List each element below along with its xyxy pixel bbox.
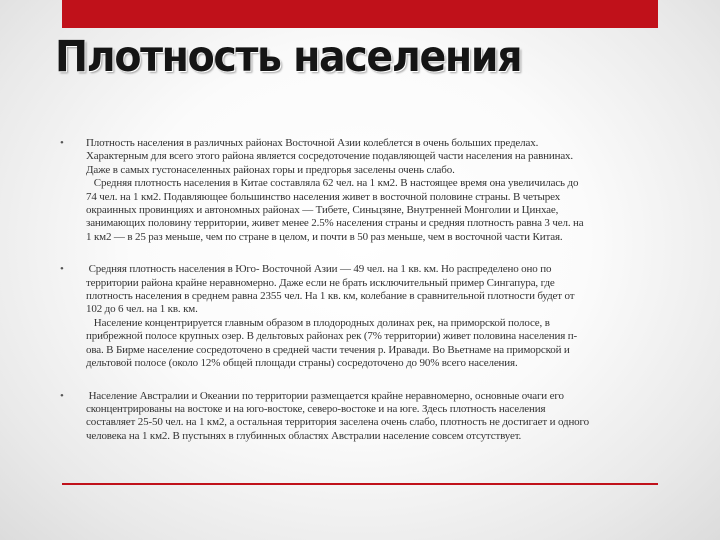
- bullet-marker: •: [60, 263, 64, 276]
- text-line: Характерным для всего этого района является сосредоточение подавляющей части населения на равнинах.: [86, 150, 574, 163]
- text-line: Население концентрируется главным образом в плодородных долинах рек, на приморской полосе, в: [86, 316, 550, 329]
- text-line: ова. В Бирме население сосредоточено в средней части течения р. Иравади. Во Вьетнаме на приморской и: [86, 343, 570, 356]
- text-line: составляет 25-50 чел. на 1 км2, а остальная территория заселена очень слабо, плотность не достигает и одного: [86, 416, 589, 429]
- text-line: Население Австралии и Океании по территории размещается крайне неравномерно, основные очаги его: [86, 389, 564, 402]
- text-line: 1 км2 — в 25 раз меньше, чем по стране в целом, и почти в 50 раз меньше, чем в восточной части Китая.: [86, 230, 563, 243]
- text-line: 102 до 6 чел. на 1 кв. км.: [86, 303, 198, 316]
- text-line: плотность населения в среднем равна 2355 чел. На 1 кв. км, колебание в сравнительной плотности будет от: [86, 290, 575, 303]
- text-line: окраинных провинциях и автономных районах — Тибете, Синьцзяне, Внутренней Монголии и Цинхае,: [86, 204, 559, 217]
- text-line: прибрежной полосе крупных озер. В дельтовых районах рек (7% территории) живет половина населения п-: [86, 330, 577, 343]
- text-line: занимающих половину территории, живет менее 2.5% населения страны и средняя плотность равна 3 чел. на: [86, 217, 584, 230]
- slide-title: Плотность населения: [55, 32, 522, 82]
- bullet-australia-oceania: [60, 390, 700, 444]
- bullet-marker: •: [60, 137, 64, 149]
- slide-content: [60, 137, 700, 443]
- text-line: Даже в самых густонаселенных районах горы и предгорья заселены очень слабо.: [86, 163, 455, 176]
- text-line: сконцентрированы на востоке и на юго-востоке, северо-востоке и на юге. Здесь плотность населения: [86, 402, 546, 415]
- text-line: дельтовой полосе (около 12% общей площади страны) сосредоточено до 90% всего населения.: [86, 357, 518, 370]
- bullet-southeast-asia: [60, 263, 700, 370]
- bullet-china: [60, 137, 700, 244]
- text-line: 74 чел. на 1 км2. Подавляющее большинство населения живет в восточной половине страны. В четырех: [86, 190, 561, 203]
- bottom-accent-rule: [62, 483, 658, 485]
- text-line: человека на 1 км2. В пустынях в глубинных областях Австралии население совсем отсутствует.: [86, 429, 522, 442]
- bullet-marker: •: [60, 389, 64, 402]
- text-line: Средняя плотность населения в Юго- Восточной Азии — 49 чел. на 1 кв. км. Но распределено оно по: [86, 263, 552, 276]
- text-line: территории района крайне неравномерно. Даже если не брать исключительный пример Сингапура, где: [86, 276, 555, 289]
- top-accent-bar: [62, 0, 658, 28]
- text-line: Плотность населения в различных районах Восточной Азии колеблется в очень больших пределах.: [86, 137, 539, 149]
- text-line: Средняя плотность населения в Китае составляла 62 чел. на 1 км2. В настоящее время она увеличилась до: [86, 177, 579, 190]
